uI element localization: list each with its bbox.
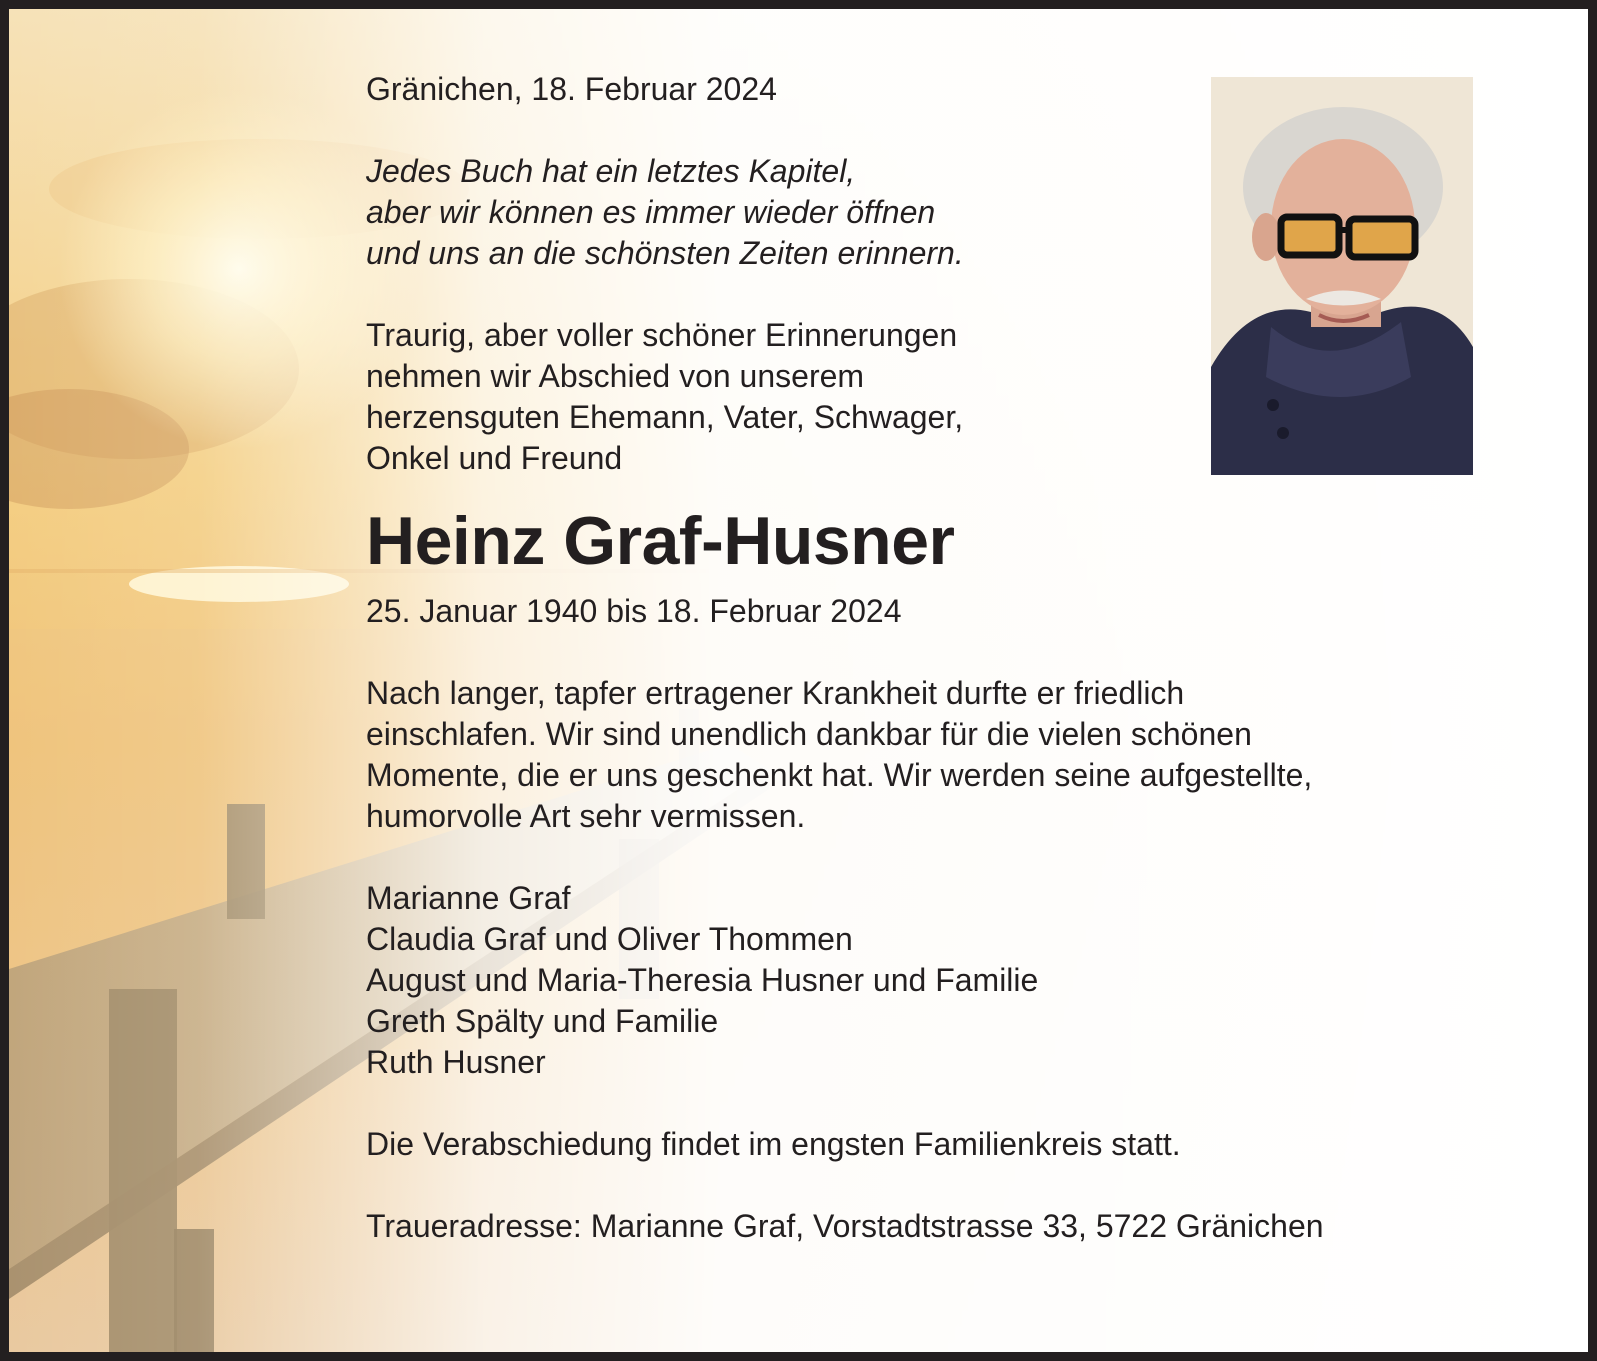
deceased-name: Heinz Graf-Husner	[366, 503, 955, 579]
location-date: Gränichen, 18. Februar 2024	[366, 71, 777, 107]
mourning-address: Traueradresse: Marianne Graf, Vorstadtstrasse 33, 5722 Gränichen	[366, 1208, 1324, 1244]
life-dates: 25. Januar 1940 bis 18. Februar 2024	[366, 593, 902, 629]
mourner-name: August und Maria-Theresia Husner und Familie	[366, 962, 1039, 998]
intro-text	[366, 315, 1516, 479]
body-line: humorvolle Art sehr vermissen.	[366, 798, 806, 834]
mourner-name: Ruth Husner	[366, 1044, 546, 1080]
poem-line: aber wir können es immer wieder öffnen	[366, 194, 936, 230]
mourner-name: Marianne Graf	[366, 880, 571, 916]
intro-line: Traurig, aber voller schöner Erinnerungen	[366, 317, 958, 353]
poem-line: Jedes Buch hat ein letztes Kapitel,	[366, 153, 856, 189]
body-line: einschlafen. Wir sind unendlich dankbar für die vielen schönen	[366, 716, 1252, 752]
intro-line: nehmen wir Abschied von unserem	[366, 358, 865, 394]
poem	[366, 151, 1516, 274]
poem-line: und uns an die schönsten Zeiten erinnern.	[366, 235, 964, 271]
intro-line: herzensguten Ehemann, Vater, Schwager,	[366, 399, 964, 435]
body-text	[366, 673, 1516, 837]
mourner-name: Claudia Graf und Oliver Thommen	[366, 921, 853, 957]
obituary-text	[366, 69, 1516, 1247]
body-line: Momente, die er uns geschenkt hat. Wir werden seine aufgestellte,	[366, 757, 1313, 793]
mourners-list	[366, 878, 1516, 1083]
intro-line: Onkel und Freund	[366, 440, 623, 476]
ceremony-note: Die Verabschiedung findet im engsten Familienkreis statt.	[366, 1126, 1181, 1162]
body-line: Nach langer, tapfer ertragener Krankheit durfte er friedlich	[366, 675, 1185, 711]
mourner-name: Greth Spälty und Familie	[366, 1003, 719, 1039]
